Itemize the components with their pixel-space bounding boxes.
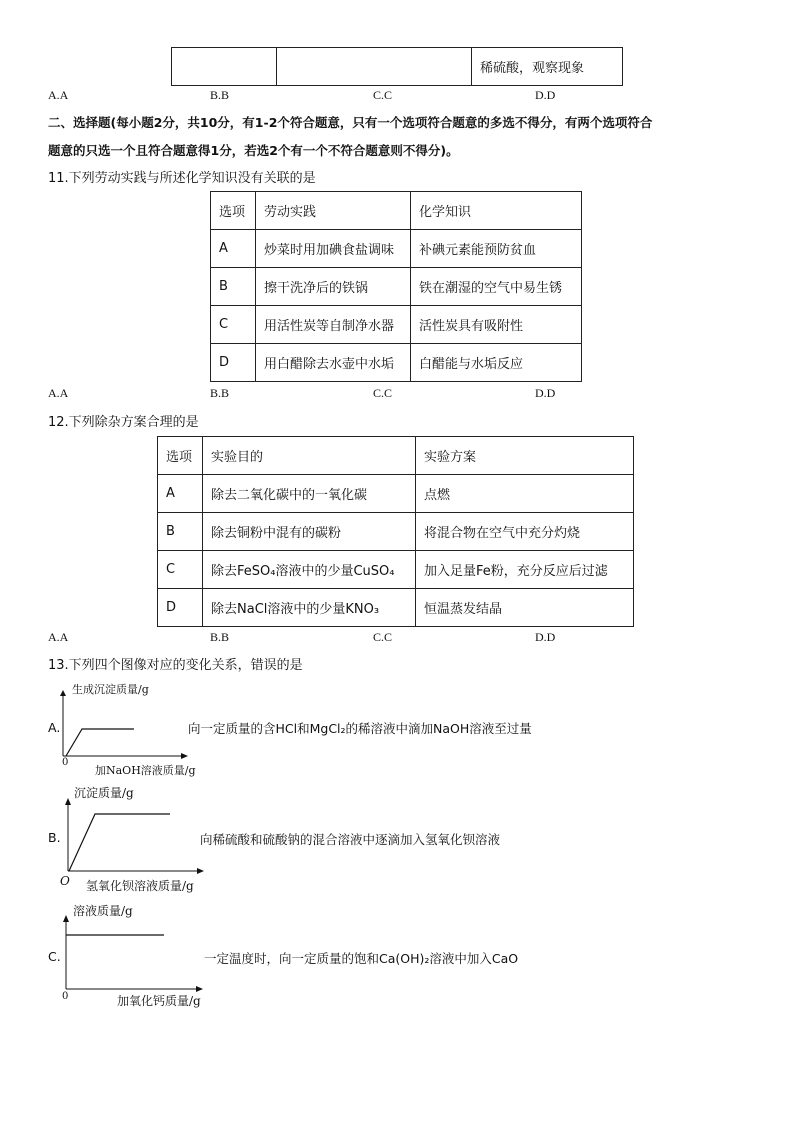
table-row: [211, 306, 582, 344]
table-cell: 除去FeSO₄溶液中的少量CuSO₄: [203, 551, 416, 589]
graph-c-description: 一定温度时，向一定质量的饱和Ca(OH)₂溶液中加入CaO: [204, 951, 519, 966]
header-cell: 实验方案: [416, 437, 634, 475]
table-cell: 用白醋除去水壶中水垢: [256, 344, 411, 382]
option-b[interactable]: B.B: [210, 386, 230, 400]
table-row: [158, 513, 634, 551]
question-12-stem: 12.下列除杂方案合理的是: [48, 415, 199, 430]
graph-b-plot: [64, 798, 214, 878]
option-b[interactable]: B.B: [210, 88, 230, 102]
table-row: [211, 230, 582, 268]
table-cell: 白醋能与水垢反应: [411, 344, 582, 382]
graph-b-x-arrow: [197, 868, 204, 874]
top-table-cell-3: 稀硫酸，观察现象: [472, 48, 623, 86]
question-11-options: [0, 386, 794, 402]
graph-c-plot: [62, 915, 212, 995]
table-cell: 除去铜粉中混有的碳粉: [203, 513, 416, 551]
table-cell: 除去NaCl溶液中的少量KNO₃: [203, 589, 416, 627]
graph-c-xlabel: 加氧化钙质量/g: [117, 994, 201, 1008]
graph-c-letter: C.: [48, 949, 61, 964]
graph-a-xlabel: 加NaOH溶液质量/g: [95, 764, 196, 777]
table-row: [211, 268, 582, 306]
graph-b-xlabel: 氢氧化钡溶液质量/g: [86, 879, 194, 893]
table-cell: A: [211, 230, 256, 268]
table-cell: 加入足量Fe粉，充分反应后过滤: [416, 551, 634, 589]
table-header-row: [211, 192, 582, 230]
table-cell: 补碘元素能预防贫血: [411, 230, 582, 268]
graph-b-origin: O: [60, 874, 70, 888]
graph-a-curve: [66, 729, 134, 756]
section-heading-line1: 二、选择题(每小题2分，共10分，有1-2个符合题意，只有一个选项符合题意的多选不得分，有两个选项符合: [48, 115, 653, 130]
table-row: [158, 551, 634, 589]
header-cell: 化学知识: [411, 192, 582, 230]
table-cell: C: [211, 306, 256, 344]
option-d[interactable]: D.D: [535, 386, 556, 400]
top-table: [171, 47, 623, 86]
table-cell: 擦干洗净后的铁锅: [256, 268, 411, 306]
table-cell: 除去二氧化碳中的一氧化碳: [203, 475, 416, 513]
table-cell: B: [211, 268, 256, 306]
option-d[interactable]: D.D: [535, 88, 556, 102]
graph-a-letter: A.: [48, 720, 61, 735]
option-c[interactable]: C.C: [373, 630, 393, 644]
header-cell: 劳动实践: [256, 192, 411, 230]
graph-b-ylabel: 沉淀质量/g: [74, 786, 134, 800]
graph-b-description: 向稀硫酸和硫酸钠的混合溶液中逐滴加入氢氧化钡溶液: [200, 832, 501, 847]
option-c[interactable]: C.C: [373, 386, 393, 400]
section-heading-line2: 题意的只选一个且符合题意得1分，若选2个有一个不符合题意则不得分)。: [48, 143, 459, 158]
header-cell: 实验目的: [203, 437, 416, 475]
question-13-stem: 13.下列四个图像对应的变化关系，错误的是: [48, 658, 303, 673]
option-a[interactable]: A.A: [48, 88, 69, 102]
table-cell: C: [158, 551, 203, 589]
table-cell: 活性炭具有吸附性: [411, 306, 582, 344]
table-row: [158, 589, 634, 627]
table-cell: 铁在潮湿的空气中易生锈: [411, 268, 582, 306]
top-answer-options: [0, 88, 794, 104]
table-cell: D: [158, 589, 203, 627]
option-c[interactable]: C.C: [373, 88, 393, 102]
graph-a-x-arrow: [181, 753, 188, 759]
question-12-options: [0, 630, 794, 646]
table-row: [158, 475, 634, 513]
option-d[interactable]: D.D: [535, 630, 556, 644]
header-cell: 选项: [211, 192, 256, 230]
graph-c-ylabel: 溶液质量/g: [73, 904, 133, 918]
table-cell: 恒温蒸发结晶: [416, 589, 634, 627]
table-cell: B: [158, 513, 203, 551]
table-cell: 点燃: [416, 475, 634, 513]
header-cell: 选项: [158, 437, 203, 475]
graph-b-letter: B.: [48, 830, 61, 845]
option-a[interactable]: A.A: [48, 630, 69, 644]
top-table-cell-2: [277, 48, 472, 86]
graph-a-origin: 0: [62, 757, 69, 768]
graph-a-description: 向一定质量的含HCl和MgCl₂的稀溶液中滴加NaOH溶液至过量: [188, 721, 532, 736]
option-b[interactable]: B.B: [210, 630, 230, 644]
question-12-table: [157, 436, 634, 627]
option-a[interactable]: A.A: [48, 386, 69, 400]
table-cell: 炒菜时用加碘食盐调味: [256, 230, 411, 268]
graph-a-ylabel: 生成沉淀质量/g: [72, 683, 149, 696]
question-11-stem: 11.下列劳动实践与所述化学知识没有关联的是: [48, 171, 316, 186]
table-header-row: [158, 437, 634, 475]
graph-b-curve: [69, 814, 170, 871]
graph-a-plot: [60, 690, 200, 770]
graph-c-origin: 0: [62, 991, 69, 1002]
top-table-cell-1: [172, 48, 277, 86]
table-cell: 将混合物在空气中充分灼烧: [416, 513, 634, 551]
table-row: [211, 344, 582, 382]
table-cell: 用活性炭等自制净水器: [256, 306, 411, 344]
table-cell: A: [158, 475, 203, 513]
table-cell: D: [211, 344, 256, 382]
question-11-table: [210, 191, 582, 382]
